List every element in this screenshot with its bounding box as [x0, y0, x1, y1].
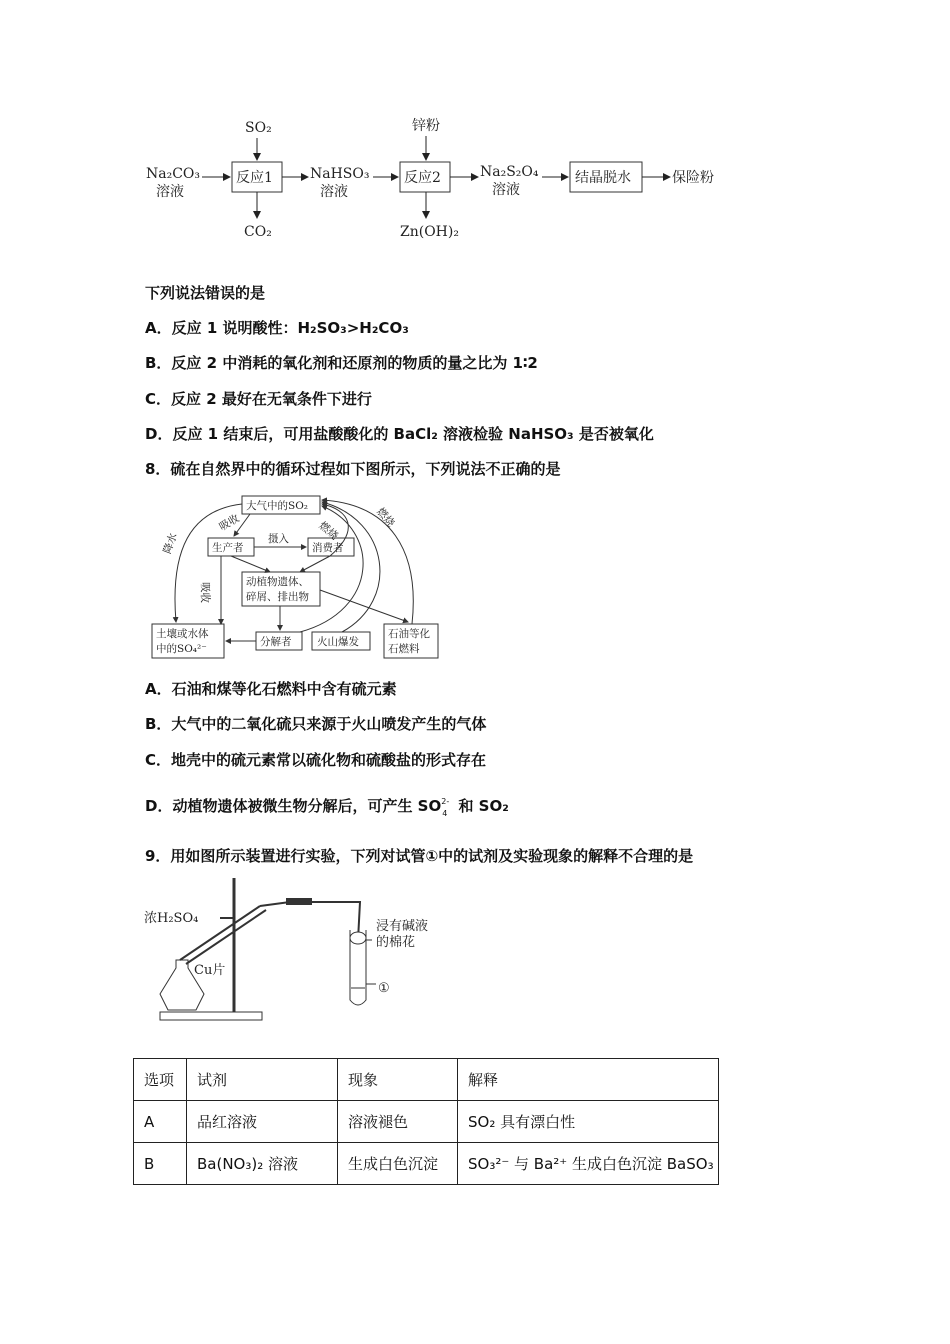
app-cotton-line2: 的棉花: [376, 935, 416, 950]
cycle-volcano: 火山爆发: [317, 636, 359, 648]
app-acid: 浓H₂SO₄: [144, 911, 199, 926]
q8-option-b: B．大气中的二氧化硫只来源于火山喷发产生的气体: [145, 715, 487, 733]
flow-zinc: 锌粉: [412, 118, 440, 134]
sulfur-cycle-diagram: [150, 490, 450, 662]
q7-option-a: A．反应 1 说明酸性：H₂SO₃>H₂CO₃: [145, 319, 409, 337]
cycle-remains-line1: 动植物遗体、: [246, 576, 309, 588]
app-copper: Cu片: [194, 963, 226, 978]
cycle-soil-line1: 土壤或水体: [156, 628, 209, 640]
cycle-atmosphere: 大气中的SO₂: [246, 500, 309, 512]
cycle-label-ingest: 摄入: [268, 533, 289, 545]
cycle-label-burn1: 燃烧: [316, 519, 341, 543]
cell-phenomenon: 生成白色沉淀: [338, 1143, 458, 1185]
cycle-label-burn2: 燃烧: [374, 505, 397, 530]
flow-na2s2o4: Na₂S₂O₄: [480, 164, 539, 180]
cell-phenomenon: 溶液褪色: [338, 1101, 458, 1143]
cell-explanation: SO₂ 具有漂白性: [458, 1101, 719, 1143]
cell-reagent: 品红溶液: [187, 1101, 338, 1143]
cycle-label-absorb-top: 吸收: [217, 512, 242, 534]
cycle-label-rain: 降水: [161, 531, 180, 556]
table-row: [134, 1143, 719, 1185]
flow-nahso3: NaHSO₃: [310, 166, 370, 182]
flow-reaction2: 反应2: [404, 170, 441, 186]
cycle-producer: 生产者: [212, 542, 244, 554]
flow-product: 保险粉: [672, 170, 714, 186]
cycle-remains-line2: 碎屑、排出物: [246, 591, 309, 603]
table-header-row: [134, 1059, 719, 1101]
cell-explanation: SO₃²⁻ 与 Ba²⁺ 生成白色沉淀 BaSO₃: [458, 1143, 719, 1185]
so4-subscript: 4: [442, 809, 448, 818]
header-reagent: 试剂: [187, 1059, 338, 1101]
q9-table: [133, 1058, 719, 1185]
flow-na2co3: Na₂CO₃: [146, 166, 201, 182]
cell-option: A: [134, 1101, 187, 1143]
q7-option-b: B．反应 2 中消耗的氧化剂和还原剂的物质的量之比为 1∶2: [145, 354, 538, 372]
cycle-label-absorb-left: 吸收: [199, 582, 211, 603]
q8-option-c: C．地壳中的硫元素常以硫化物和硫酸盐的形式存在: [145, 751, 487, 769]
q8-stem: 8．硫在自然界中的循环过程如下图所示，下列说法不正确的是: [145, 460, 561, 478]
header-explanation: 解释: [458, 1059, 719, 1101]
table-row: [134, 1101, 719, 1143]
cycle-decomposer: 分解者: [260, 636, 292, 648]
flow-co2: CO₂: [244, 224, 272, 240]
q8-option-d: D．动植物遗体被微生物分解后，可产生 SO 2- 4 和 SO₂: [145, 797, 509, 818]
apparatus-diagram: [140, 870, 460, 1030]
flow-solution3: 溶液: [492, 182, 520, 198]
q7-option-c: C．反应 2 最好在无氧条件下进行: [145, 390, 372, 408]
flow-crystallize: 结晶脱水: [575, 170, 631, 186]
cycle-fossil-line2: 石燃料: [388, 643, 420, 655]
flow-solution2: 溶液: [320, 184, 348, 200]
flow-solution1: 溶液: [156, 184, 184, 200]
app-cotton-line1: 浸有碱液: [376, 919, 429, 934]
cycle-soil-line2: 中的SO₄²⁻: [156, 643, 207, 655]
q8-option-a: A．石油和煤等化石燃料中含有硫元素: [145, 680, 397, 698]
app-tube: ①: [378, 981, 390, 996]
q7-stem: 下列说法错误的是: [145, 284, 266, 302]
flow-znoh2: Zn(OH)₂: [400, 224, 459, 240]
q7-option-d: D．反应 1 结束后，可用盐酸酸化的 BaCl₂ 溶液检验 NaHSO₃ 是否被氧化: [145, 425, 654, 443]
cell-option: B: [134, 1143, 187, 1185]
header-phenomenon: 现象: [338, 1059, 458, 1101]
flow-so2: SO₂: [245, 120, 272, 136]
flow-reaction1: 反应1: [236, 170, 273, 186]
cycle-fossil-line1: 石油等化: [388, 628, 430, 640]
cycle-consumer: 消费者: [312, 542, 344, 554]
preparation-flowchart: [140, 110, 740, 250]
cell-reagent: Ba(NO₃)₂ 溶液: [187, 1143, 338, 1185]
so4-charge: 2-: [441, 797, 450, 806]
q9-stem: 9．用如图所示装置进行实验，下列对试管①中的试剂及实验现象的解释不合理的是: [145, 847, 694, 865]
header-option: 选项: [134, 1059, 187, 1101]
